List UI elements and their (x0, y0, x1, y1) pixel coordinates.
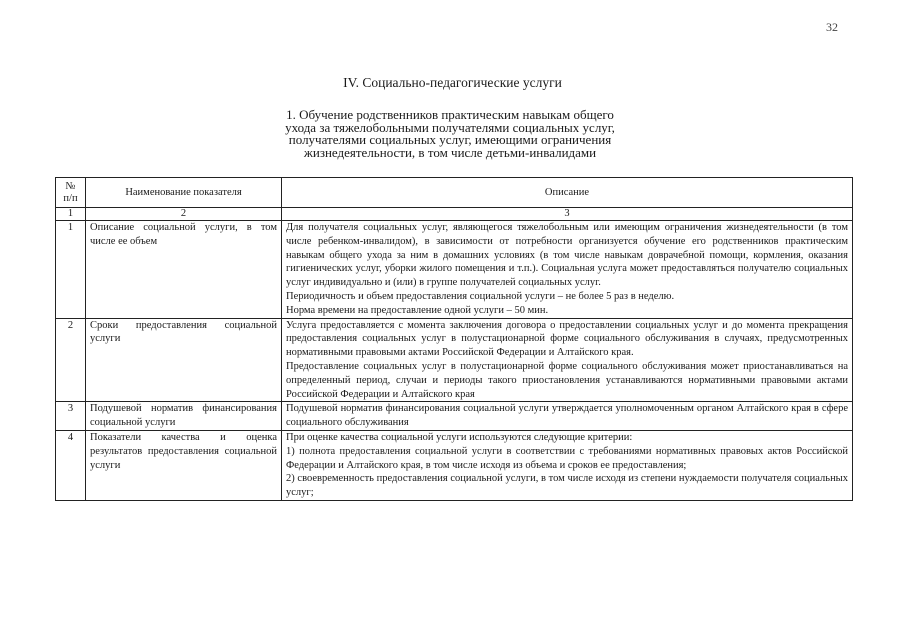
description-paragraph: 1) полнота предоставления социальной услуги в соответствии с требованиями нормативных правовых актов Российской Федерации и Алтайского края, в том числе исходя из объема и сроков ее предоставления; (286, 445, 848, 471)
subsection-title-line: жизнедеятельности, в том числе детьми-инвалидами (303, 144, 597, 160)
row-number: 4 (56, 430, 86, 500)
table-header-row (56, 178, 853, 208)
column-number: 1 (56, 208, 86, 221)
row-number: 2 (56, 318, 86, 402)
description-paragraph: Подушевой норматив финансирования социальной услуги утверждается уполномоченным органом Алтайского края в сфере социального обслуживания (286, 403, 848, 429)
page-number: 32 (826, 20, 838, 34)
service-description-table (55, 177, 853, 501)
description-paragraph: Предоставление социальных услуг в полустационарной форме социального обслуживания может приостанавливаться на определенный период, случаи и периоды такого приостановления устанавливаются нормативными правовыми актами Российской Федерации и Алтайского края (286, 360, 848, 400)
description-paragraph: При оценке качества социальной услуги используются следующие критерии: (286, 431, 633, 443)
subsection-title (250, 109, 650, 159)
table-row (56, 221, 853, 319)
table-row (56, 318, 853, 402)
indicator-name: Описание социальной услуги, в том числе ее объем (86, 221, 282, 319)
subsection-title-line: ухода за тяжелобольными получателями социальных услуг, (285, 119, 615, 135)
description-paragraph: Услуга предоставляется с момента заключения договора о предоставлении социальных услуг и до момента прекращения предоставления социальных услуг в полустационарной форме социального обслуживания в случаях, предусмотренных нормативными правовыми актами Российской Федерации и Алтайского края. (286, 319, 848, 359)
column-number-row (56, 208, 853, 221)
header-desc: Описание (282, 178, 853, 208)
section-title: IV. Социально-педагогические услуги (343, 75, 562, 90)
indicator-description (282, 318, 853, 402)
subsection-title-line: 1. Обучение родственников практическим навыкам общего (286, 107, 614, 122)
header-name: Наименование показателя (86, 178, 282, 208)
row-number: 1 (56, 221, 86, 319)
column-number: 2 (86, 208, 282, 221)
subsection-title-line: получателями социальных услуг, имеющими ограничения (288, 132, 612, 147)
indicator-description (282, 221, 853, 319)
indicator-description (282, 430, 853, 500)
description-paragraph: Периодичность и объем предоставления социальной услуги – не более 5 раз в неделю. (286, 290, 675, 302)
description-paragraph: 2) своевременность предоставления социальной услуги, в том числе исходя из степени нуждаемости получателя социальных услуг; (286, 473, 848, 499)
indicator-name: Подушевой норматив финансирования социальной услуги (86, 402, 282, 431)
table-row (56, 402, 853, 431)
indicator-description (282, 402, 853, 431)
row-number: 3 (56, 402, 86, 431)
description-paragraph: Норма времени на предоставление одной услуги – 50 мин. (286, 304, 549, 316)
column-number: 3 (282, 208, 853, 221)
description-paragraph: Для получателя социальных услуг, являющегося тяжелобольным или имеющим ограничения жизнедеятельности (в том числе ребенком-инвалидом), в зависимости от потребности организуется обучение его родственников практическим навыкам общего ухода за ним в домашних условиях (в том числе навыкам доврачебной помощи, кормления, оказания гигиенических услуг, уборки жилого помещения и т.п.). Социальная услуга может предоставляться получателю социальных услуг индивидуально и (или) в группе получателей социальных услуг. (286, 222, 848, 289)
indicator-name: Показатели качества и оценка результатов предоставления социальной услуги (86, 430, 282, 500)
indicator-name: Сроки предоставления социальной услуги (86, 318, 282, 402)
table-row (56, 430, 853, 500)
header-num: № п/п (56, 178, 86, 208)
